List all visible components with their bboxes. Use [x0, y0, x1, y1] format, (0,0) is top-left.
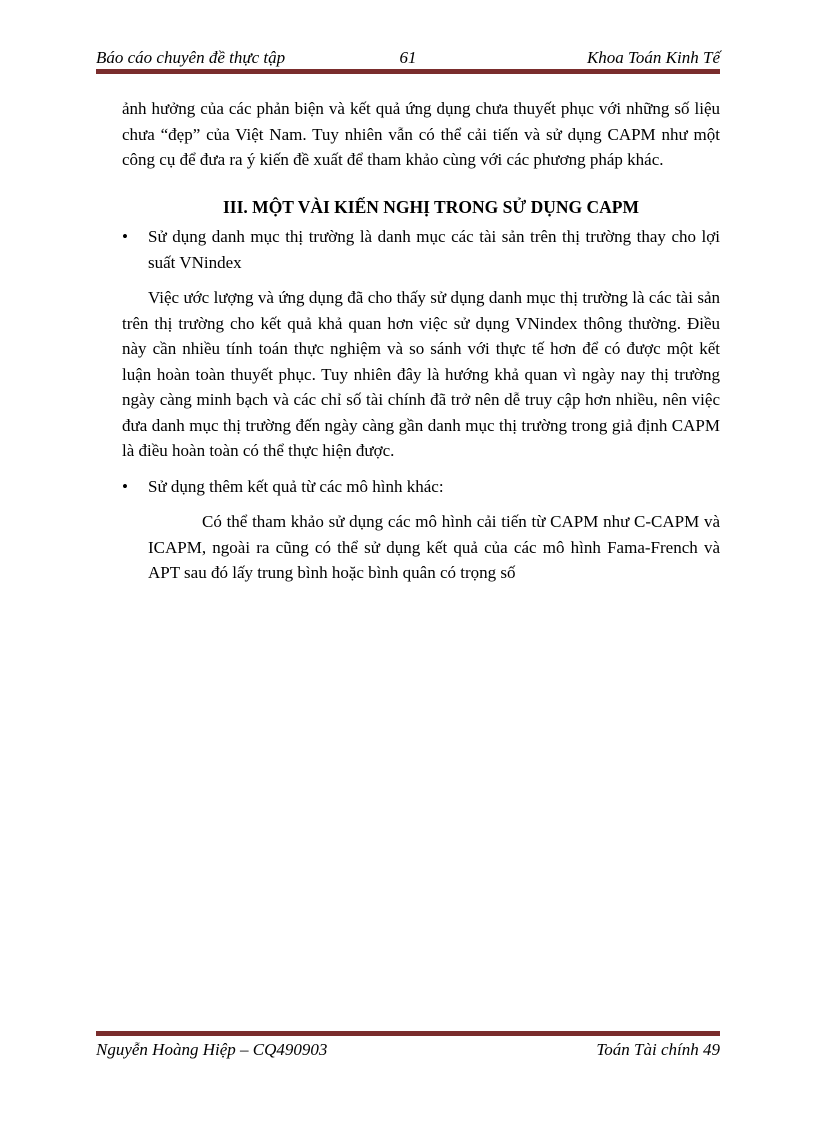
- page-header: [96, 46, 720, 70]
- header-faculty: Khoa Toán Kinh Tế: [586, 48, 720, 67]
- header-report-title: Báo cáo chuyên đề thực tập: [96, 48, 286, 67]
- intro-paragraph: ảnh hưởng của các phản biện và kết quả ứng dụng chưa thuyết phục với những số liệu chưa “đẹp” của Việt Nam. Tuy nhiên vẫn có thể cải tiến và sử dụng CAPM như một công cụ để đưa ra ý kiến đề xuất để tham khảo cùng với các phương pháp khác.: [122, 99, 720, 169]
- footer-author: Nguyễn Hoàng Hiệp – CQ490903: [96, 1040, 328, 1059]
- page-number: 61: [399, 48, 417, 67]
- paragraph-other-models: Có thể tham khảo sử dụng các mô hình cải tiến từ CAPM như C-CAPM và ICAPM, ngoài ra cũng có thể sử dụng kết quả của các mô hình Fama-French và APT sau đó lấy trung bình hoặc bình quân có trọng số: [148, 512, 720, 582]
- paragraph-market-portfolio: Việc ước lượng và ứng dụng đã cho thấy sử dụng danh mục thị trường là các tài sản trên thị trường cho kết quả khả quan hơn việc sử dụng VNindex thông thường. Điều này cần nhiều tính toán thực nghiệm và so sánh với thực tế hơn để có được một kết luận hoàn toàn thuyết phục. Tuy nhiên đây là hướng khả quan vì ngày nay thị trường ngày càng minh bạch và các chỉ số tài chính đã trở nên dễ truy cập hơn nhiều, nên việc đưa danh mục thị trường đến ngày càng gần danh mục thị trường trong giả định CAPM là điều hoàn toàn có thể thực hiện được.: [122, 288, 720, 460]
- footer-rule: [96, 1031, 720, 1036]
- bullet-icon: •: [122, 227, 128, 246]
- bullet-text: Sử dụng thêm kết quả từ các mô hình khác:: [148, 476, 444, 496]
- bullet-icon: •: [122, 476, 128, 496]
- page-body: [122, 96, 720, 586]
- bullet-item-other-models: [122, 474, 720, 500]
- bullet-item-market-portfolio: [122, 224, 720, 275]
- section-heading: III. MỘT VÀI KIẾN NGHỊ TRONG SỬ DỤNG CAPM: [223, 196, 639, 217]
- header-rule: [96, 69, 720, 74]
- footer-class: Toán Tài chính 49: [596, 1040, 720, 1059]
- bullet-text: Sử dụng danh mục thị trường là danh mục các tài sản trên thị trường thay cho lợi suất VNindex: [148, 227, 720, 272]
